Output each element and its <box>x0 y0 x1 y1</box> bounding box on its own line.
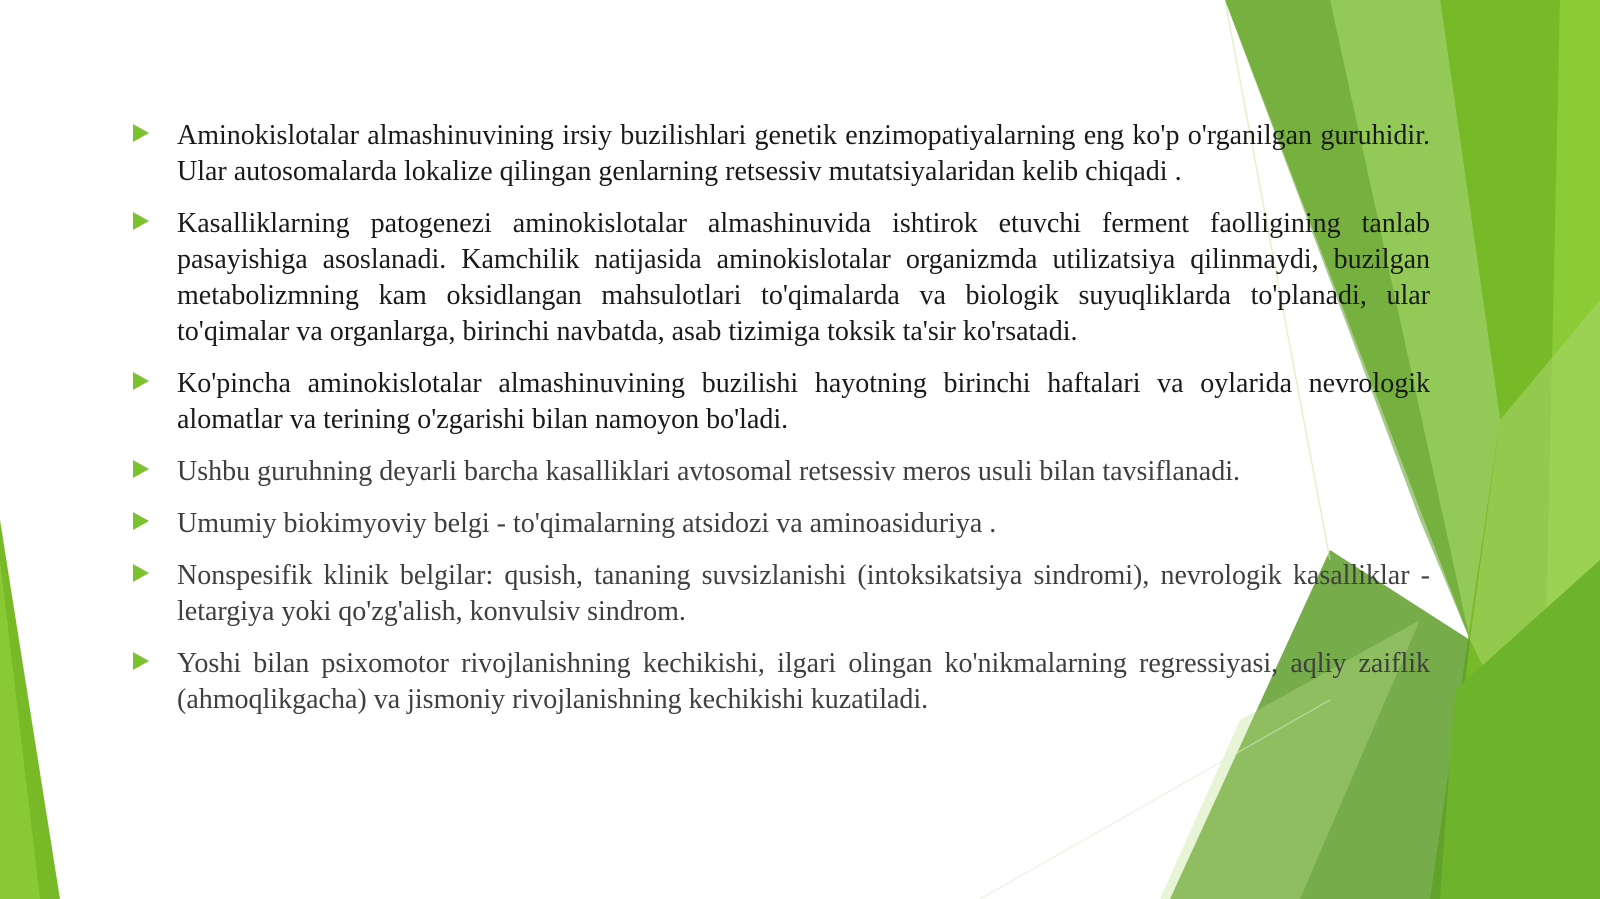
triangle-bullet-icon <box>133 460 149 478</box>
list-item <box>130 454 1430 490</box>
bullet-text: Yoshi bilan psixomotor rivojlanishning kechikishi, ilgari olingan ko'nikmalarning regressiyasi, aqliy zaiflik (ahmoqlikgacha) va jismoniy rivojlanishning kechikishi kuzatiladi. <box>177 648 1430 715</box>
list-item <box>130 506 1430 542</box>
bullet-text: Ko'pincha aminokislotalar almashinuvining buzilishi hayotning birinchi haftalari va oylarida nevrologik alomatlar va terining o'zgarishi bilan namoyon bo'ladi. <box>177 368 1430 435</box>
bullet-text: Ushbu guruhning deyarli barcha kasalliklari avtosomal retsessiv meros usuli bilan tavsiflanadi. <box>177 456 1240 487</box>
list-item <box>130 366 1430 438</box>
triangle-bullet-icon <box>133 372 149 390</box>
triangle-bullet-icon <box>133 652 149 670</box>
bullet-text: Aminokislotalar almashinuvining irsiy buzilishlari genetik enzimopatiyalarning eng ko'p o'rganilgan guruhidir. Ular autosomalarda lokalize qilingan genlarning retsessiv mutatsiyalaridan kelib chiqadi . <box>177 120 1430 187</box>
bullet-list <box>130 118 1430 734</box>
triangle-bullet-icon <box>133 124 149 142</box>
list-item <box>130 118 1430 190</box>
list-item <box>130 206 1430 350</box>
bullet-text: Kasalliklarning patogenezi aminokislotalar almashinuvida ishtirok etuvchi ferment faolligining tanlab pasayishiga asoslanadi. Kamchilik natijasida aminokislotalar organizmda utilizatsiya qilinmaydi, buzilgan metabolizmning kam oksidlangan mahsulotlari to'qimalarda va biologik suyuqliklarda to'planadi, ular to'qimalar va organlarga, birinchi navbatda, asab tizimiga toksik ta'sir ko'rsatadi. <box>177 208 1430 347</box>
list-item <box>130 646 1430 718</box>
bullet-text: Umumiy biokimyoviy belgi - to'qimalarning atsidozi va aminoasiduriya . <box>177 508 997 539</box>
bullet-text: Nonspesifik klinik belgilar: qusish, tananing suvsizlanishi (intoksikatsiya sindromi), nevrologik kasalliklar - letargiya yoki qo'zg'alish, konvulsiv sindrom. <box>177 560 1430 627</box>
triangle-bullet-icon <box>133 212 149 230</box>
list-item <box>130 558 1430 630</box>
triangle-bullet-icon <box>133 564 149 582</box>
triangle-bullet-icon <box>133 512 149 530</box>
